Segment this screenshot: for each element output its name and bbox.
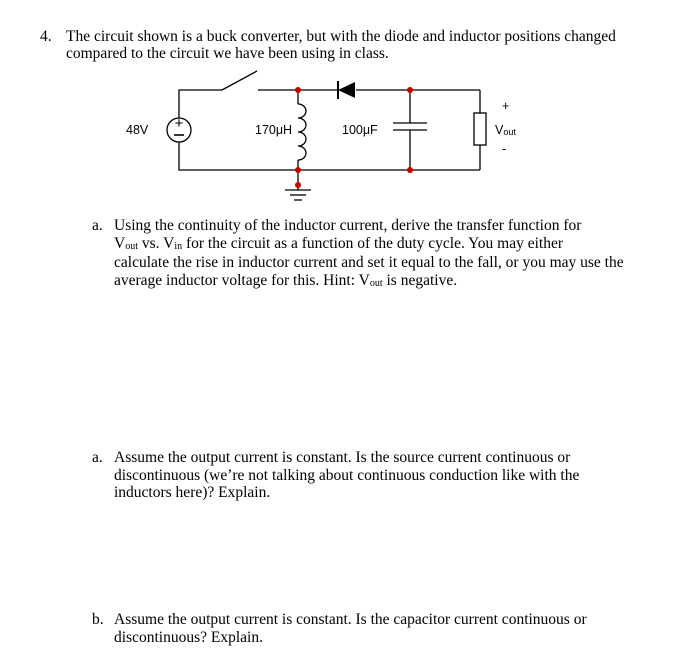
part-line	[114, 235, 674, 255]
vout-symbol: V	[114, 234, 126, 252]
part-letter: a.	[92, 217, 103, 234]
part-line	[114, 272, 674, 292]
diode-triangle	[338, 82, 355, 98]
question-line-1: The circuit shown is a buck converter, but with the diode and inductor positions changed	[66, 28, 616, 45]
part-letter: b.	[92, 611, 104, 628]
part-line: Using the continuity of the inductor current, derive the transfer function for	[114, 217, 582, 234]
part-b-text	[114, 611, 674, 646]
vout-subscript: out	[369, 277, 383, 289]
part-line: discontinuous? Explain.	[114, 628, 263, 646]
output-label-main: V	[495, 123, 504, 137]
hint-text-end: is negative.	[382, 271, 458, 289]
inductor-label: 170μH	[255, 123, 293, 137]
output-plus: +	[502, 99, 510, 113]
part-letter: a.	[92, 449, 103, 466]
wire-source-top	[179, 90, 222, 118]
junction-dot	[407, 167, 413, 173]
part-line-rest: for the circuit as a function of the duty cycle. You may either	[182, 234, 564, 252]
part-a1-text	[114, 217, 674, 291]
output-label-sub: out	[503, 127, 516, 137]
part-line: inductors here)? Explain.	[114, 484, 271, 502]
source-plus: +	[174, 115, 184, 132]
source-label: 48V	[126, 123, 149, 137]
question-line-2: compared to the circuit we have been using in class.	[66, 45, 389, 62]
vout-subscript: out	[125, 240, 138, 252]
switch-blade	[222, 71, 257, 90]
part-line: Assume the output current is constant. Is the source current continuous or	[114, 449, 571, 466]
junction-dot	[407, 87, 413, 93]
capacitor-label: 100μF	[342, 123, 378, 137]
junction-dot	[295, 182, 301, 188]
part-line: Assume the output current is constant. Is the capacitor current continuous or	[114, 611, 587, 628]
inductor-coil	[298, 104, 306, 160]
junction-dot	[295, 87, 301, 93]
output-label	[495, 123, 516, 137]
junction-dot	[295, 167, 301, 173]
output-minus: -	[502, 142, 507, 156]
question-number: 4.	[40, 28, 52, 45]
part-line: calculate the rise in inductor current and set it equal to the fall, or you may use the	[114, 254, 624, 272]
vin-symbol: vs. V	[137, 234, 175, 252]
part-a2-text	[114, 449, 674, 502]
vin-subscript: in	[174, 240, 183, 252]
load-resistor	[474, 113, 486, 145]
circuit-diagram	[0, 0, 699, 230]
part-line: discontinuous (we’re not talking about continuous conduction like with the	[114, 466, 580, 484]
wire-bottom	[179, 142, 480, 170]
hint-text: average inductor voltage for this. Hint: V	[114, 271, 370, 289]
